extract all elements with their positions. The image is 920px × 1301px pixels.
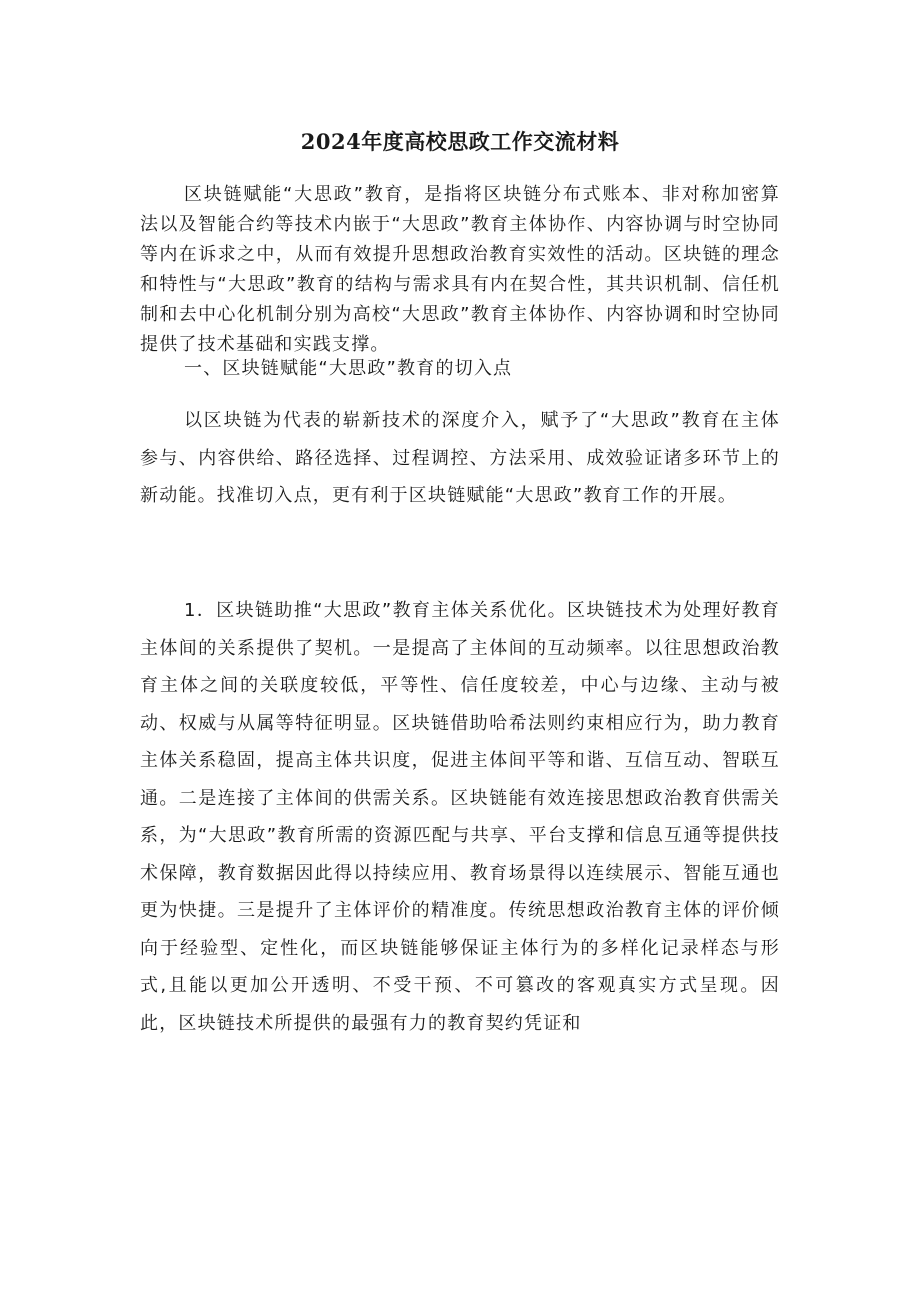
intro-paragraph: 区块链赋能“大思政”教育，是指将区块链分布式账本、非对称加密算法以及智能合约等技术内嵌于“大思政”教育主体协作、内容协调与时空协同等内在诉求之中，从而有效提升思想政治教育实效性的活动。区块链的理念和特性与“大思政”教育的结构与需求具有内在契合性，其共识机制、信任机制和去中心化机制分别为高校“大思政”教育主体协作、内容协调和时空协同提供了技术基础和实践支撑。 — [140, 184, 780, 355]
document-title: 2024年度高校思政工作交流材料 — [300, 129, 620, 154]
lead-paragraph: 以区块链为代表的崭新技术的深度介入，赋予了“大思政”教育在主体参与、内容供给、路径选择、过程调控、方法采用、成效验证诸多环节上的新动能。找准切入点，更有利于区块链赋能“大思政”教育工作的开展。 — [140, 410, 780, 506]
point-one-paragraph: 1．区块链助推“大思政”教育主体关系优化。区块链技术为处理好教育主体间的关系提供了契机。一是提高了主体间的互动频率。以往思想政治教育主体之间的关联度较低，平等性、信任度较差，中心与边缘、主动与被动、权威与从属等特征明显。区块链借助哈希法则约束相应行为，助力教育主体关系稳固，提高主体共识度，促进主体间平等和谐、互信互动、智联互通。二是连接了主体间的供需关系。区块链能有效连接思想政治教育供需关系，为“大思政”教育所需的资源匹配与共享、平台支撑和信息互通等提供技术保障，教育数据因此得以持续应用、教育场景得以连续展示、智能互通也更为快捷。三是提升了主体评价的精准度。传统思想政治教育主体的评价倾向于经验型、定性化，而区块链能够保证主体行为的多样化记录样态与形式,且能以更加公开透明、不受干预、不可篡改的客观真实方式呈现。因此，区块链技术所提供的最强有力的教育契约凭证和 — [140, 600, 780, 1034]
section-heading: 一、区块链赋能“大思政”教育的切入点 — [184, 358, 513, 379]
